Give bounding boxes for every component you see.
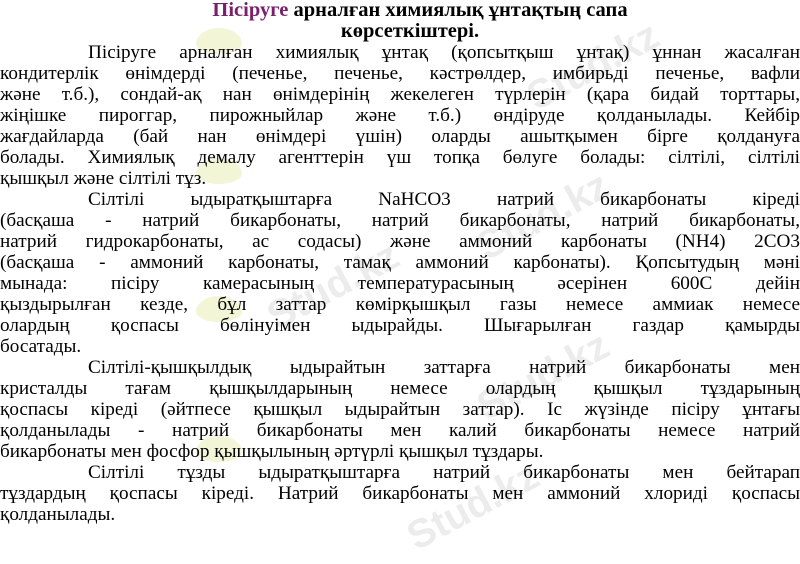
paragraph-4	[0, 462, 800, 525]
paragraph-line: (басқаша - натрий бикарбонаты, натрий бикарбонаты, натрий бикарбонаты,	[0, 210, 800, 231]
title-highlight: Пісіруге	[212, 0, 289, 21]
paragraph-1	[0, 42, 800, 189]
paragraph-line: Сілтілі тұзды ыдыратқыштарға натрий бикарбонаты мен бейтарап	[88, 462, 800, 483]
watermark-text: Stud.kz	[400, 453, 547, 559]
paragraph-line: босатады.	[0, 336, 82, 357]
paragraph-line: (басқаша - аммоний карбонаты, тамақ аммоний карбонаты). Қопсытудың мәні	[0, 252, 800, 273]
title-text: арналған химиялық ұнтақтың сапа	[293, 0, 628, 21]
paragraph-line: қыздырылған кезде, бұл заттар көмірқышқыл газы немесе аммиак немесе	[0, 294, 800, 315]
paragraph-line: бикарбонаты мен фосфор қышқылының әртүрлі қышқыл тұздары.	[0, 441, 544, 462]
document-title	[0, 0, 800, 42]
paragraph-line: кондитерлік өнімдерді (печенье, печенье, кәстрөлдер, имбирьді печенье, вафли	[0, 63, 800, 84]
watermark-text: Stud.kz	[470, 323, 617, 429]
paragraph-line: Сілтілі ыдыратқыштарға NaHCO3 натрий бикарбонаты кіреді	[88, 189, 800, 210]
paragraph-line: кристалды тағам қышқылдарының немесе олардың қышқыл тұздарының	[0, 378, 800, 399]
paragraph-3	[0, 357, 800, 462]
watermark-text: Stud.kz	[260, 233, 407, 339]
paragraph-line: қолданылады.	[0, 504, 116, 525]
paragraph-line: қолданылады - натрий бикарбонаты мен калий бикарбонаты немесе натрий	[0, 420, 800, 441]
paragraph-line: олардың қоспасы бөлінуімен ыдырайды. Шығарылған газдар қамырды	[0, 315, 800, 336]
paragraph-line: қоспасы кіреді (әйтпесе қышқыл ыдырайтын заттар). Іс жүзінде пісіру ұнтағы	[0, 399, 800, 420]
paragraph-line: қышқыл және сілтілі тұз.	[0, 168, 207, 189]
paragraph-line: натрий гидрокарбонаты, ас содасы) және аммоний карбонаты (NH4) 2CO3	[0, 231, 800, 252]
watermark-text: Stud.kz	[470, 163, 617, 269]
paragraph-line: жіңішке пироггар, пирожныйлар және т.б.) өндіруде қолданылады. Кейбір	[0, 105, 800, 126]
paragraph-line: және т.б.), сондай-ақ нан өнімдерінің жекелеген түрлерін (қара бидай торттары,	[0, 84, 800, 105]
paragraph-line: Пісіруге арналған химиялық ұнтақ (қопсытқыш ұнтақ) ұннан жасалған	[88, 42, 800, 63]
paragraph-line: тұздардың қоспасы кіреді. Натрий бикарбонаты мен аммоний хлориді қоспасы	[0, 483, 800, 504]
paragraph-line: Сілтілі-қышқылдық ыдырайтын заттарға натрий бикарбонаты мен	[88, 357, 800, 378]
paragraph-2	[0, 189, 800, 357]
watermark-text: Stud.kz	[520, 13, 667, 119]
title-line-1	[0, 0, 800, 21]
paragraph-line: болады. Химиялық демалу агенттерін үш топқа бөлуге болады: сілтілі, сілтілі	[0, 147, 800, 168]
paragraph-line: жағдайларда (бай нан өнімдері үшін) оларды ашытқымен бірге қолдануға	[0, 126, 800, 147]
paragraph-line: мынада: пісіру камерасының температурасының әсерінен 600С дейін	[0, 273, 800, 294]
title-line-2: көрсеткіштері.	[340, 20, 480, 42]
